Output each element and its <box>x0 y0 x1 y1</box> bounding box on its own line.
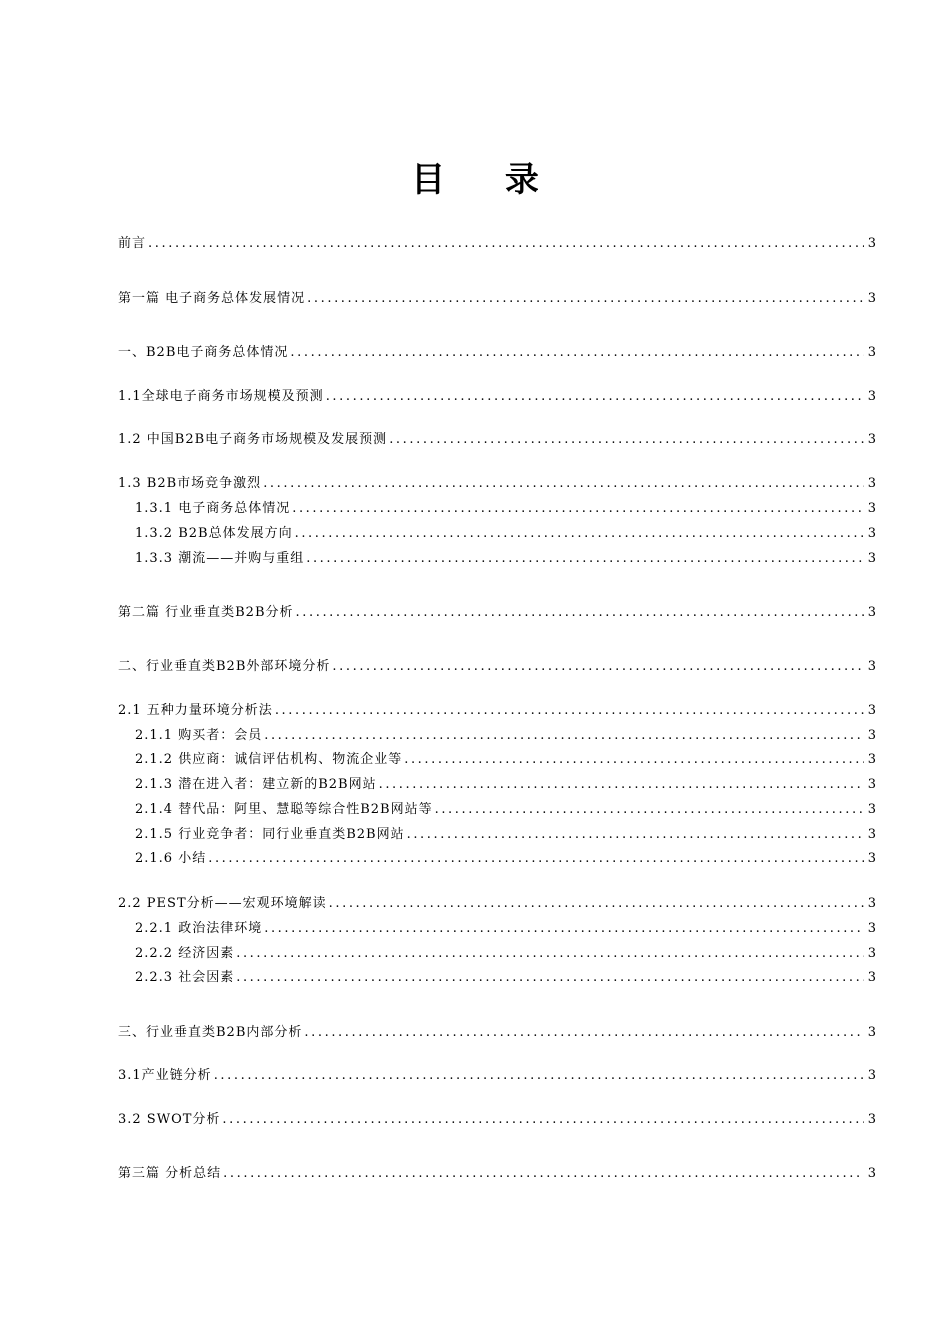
toc-entry-3-1[interactable] <box>118 1066 876 1086</box>
toc-leader-dots <box>264 726 864 746</box>
page-title: 目 录 <box>411 160 563 200</box>
toc-entry-2-2[interactable] <box>118 894 876 914</box>
toc-entry-2-1-2[interactable] <box>135 750 876 770</box>
toc-leader-dots <box>329 894 864 914</box>
toc-leader-dots <box>295 524 864 544</box>
toc-entry-label: 1.3 B2B市场竞争激烈 <box>118 476 262 491</box>
toc-entry-label: 2.1.4 替代品：阿里、慧聪等综合性B2B网站等 <box>135 802 433 817</box>
toc-entry-3-2[interactable] <box>118 1110 876 1130</box>
toc-page-number: 3 <box>867 946 876 961</box>
toc-page-number: 3 <box>867 1068 876 1083</box>
toc-entry-label: 3.2 SWOT分析 <box>118 1112 221 1127</box>
toc-page-number: 3 <box>867 389 876 404</box>
toc-entry-label: 2.1 五种力量环境分析法 <box>118 703 273 718</box>
toc-entry-label: 1.3.3 潮流——并购与重组 <box>135 551 305 566</box>
toc-entry-part-3[interactable] <box>118 1164 876 1184</box>
toc-entry-label: 2.1.2 供应商：诚信评估机构、物流企业等 <box>135 752 403 767</box>
toc-entry-label: 2.2.3 社会因素 <box>135 970 235 985</box>
toc-entry-chapter-2[interactable] <box>118 657 876 677</box>
toc-entry-2-2-2[interactable] <box>135 944 876 964</box>
toc-entry-2-1-6[interactable] <box>135 849 876 869</box>
toc-leader-dots <box>326 387 864 407</box>
toc-leader-dots <box>236 944 864 964</box>
toc-leader-dots <box>222 1110 863 1130</box>
toc-entry-label: 2.2 PEST分析——宏观环境解读 <box>118 896 327 911</box>
toc-page-number: 3 <box>867 526 876 541</box>
toc-entry-preface[interactable] <box>118 234 876 254</box>
toc-entry-2-1-5[interactable] <box>135 825 876 845</box>
toc-entry-label: 1.3.1 电子商务总体情况 <box>135 501 291 516</box>
toc-entry-label: 2.1.5 行业竞争者：同行业垂直类B2B网站 <box>135 827 405 842</box>
toc-page-number: 3 <box>867 476 876 491</box>
toc-leader-dots <box>214 1066 864 1086</box>
toc-leader-dots <box>263 474 864 494</box>
toc-entry-label: 一、B2B电子商务总体情况 <box>118 345 289 360</box>
toc-page-number: 3 <box>867 432 876 447</box>
toc-entry-chapter-3[interactable] <box>118 1023 876 1043</box>
toc-page-number: 3 <box>867 827 876 842</box>
toc-leader-dots <box>304 1023 863 1043</box>
toc-entry-label: 1.3.2 B2B总体发展方向 <box>135 526 293 541</box>
toc-page-number: 3 <box>867 501 876 516</box>
toc-entry-label: 2.1.6 小结 <box>135 851 207 866</box>
toc-entry-label: 第三篇 分析总结 <box>118 1166 222 1181</box>
toc-entry-2-2-1[interactable] <box>135 919 876 939</box>
toc-entry-1-3-1[interactable] <box>135 499 876 519</box>
toc-entry-label: 三、行业垂直类B2B内部分析 <box>118 1025 303 1040</box>
toc-page-number: 3 <box>867 659 876 674</box>
toc-entry-part-1[interactable] <box>118 289 876 309</box>
toc-leader-dots <box>404 750 864 770</box>
toc-page-number: 3 <box>867 291 876 306</box>
toc-leader-dots <box>332 657 863 677</box>
toc-entry-label: 1.2 中国B2B电子商务市场规模及发展预测 <box>118 432 388 447</box>
toc-entry-1-3-2[interactable] <box>135 524 876 544</box>
toc-page-number: 3 <box>867 703 876 718</box>
toc-page-number: 3 <box>867 1166 876 1181</box>
toc-leader-dots <box>292 499 864 519</box>
toc-leader-dots <box>208 849 864 869</box>
toc-entry-chapter-1[interactable] <box>118 343 876 363</box>
toc-entry-1-1[interactable] <box>118 387 876 407</box>
toc-entry-part-2[interactable] <box>118 603 876 623</box>
toc-entry-label: 1.1全球电子商务市场规模及预测 <box>118 389 324 404</box>
toc-page-number: 3 <box>867 236 876 251</box>
toc-leader-dots <box>435 800 864 820</box>
toc-leader-dots <box>389 430 864 450</box>
toc-entry-label: 二、行业垂直类B2B外部环境分析 <box>118 659 331 674</box>
toc-leader-dots <box>148 234 864 254</box>
toc-leader-dots <box>236 968 864 988</box>
toc-entry-1-3-3[interactable] <box>135 549 876 569</box>
toc-entry-label: 2.2.1 政治法律环境 <box>135 921 263 936</box>
toc-entry-label: 第二篇 行业垂直类B2B分析 <box>118 605 294 620</box>
toc-entry-2-1[interactable] <box>118 701 876 721</box>
toc-entry-1-3[interactable] <box>118 474 876 494</box>
toc-page-number: 3 <box>867 752 876 767</box>
toc-leader-dots <box>264 919 864 939</box>
toc-entry-label: 3.1产业链分析 <box>118 1068 212 1083</box>
toc-entry-label: 2.1.3 潜在进入者：建立新的B2B网站 <box>135 777 377 792</box>
toc-entry-label: 2.2.2 经济因素 <box>135 946 235 961</box>
toc-entry-label: 前言 <box>118 236 147 251</box>
toc-entry-1-2[interactable] <box>118 430 876 450</box>
toc-entry-2-1-3[interactable] <box>135 775 876 795</box>
toc-entry-2-1-1[interactable] <box>135 726 876 746</box>
toc-entry-2-1-4[interactable] <box>135 800 876 820</box>
toc-leader-dots <box>306 549 864 569</box>
toc-leader-dots <box>407 825 864 845</box>
toc-page-number: 3 <box>867 896 876 911</box>
toc-leader-dots <box>296 603 864 623</box>
toc-entry-label: 第一篇 电子商务总体发展情况 <box>118 291 306 306</box>
toc-page-number: 3 <box>867 970 876 985</box>
toc-page-number: 3 <box>867 345 876 360</box>
toc-page-number: 3 <box>867 777 876 792</box>
toc-page-number: 3 <box>867 1112 876 1127</box>
toc-leader-dots <box>275 701 864 721</box>
toc-leader-dots <box>307 289 864 309</box>
toc-page-number: 3 <box>867 851 876 866</box>
toc-entry-label: 2.1.1 购买者：会员 <box>135 728 263 743</box>
toc-entry-2-2-3[interactable] <box>135 968 876 988</box>
toc-leader-dots <box>290 343 863 363</box>
toc-page-number: 3 <box>867 551 876 566</box>
toc-leader-dots <box>223 1164 864 1184</box>
toc-page-number: 3 <box>867 921 876 936</box>
toc-page-number: 3 <box>867 728 876 743</box>
toc-page-number: 3 <box>867 1025 876 1040</box>
toc-page-number: 3 <box>867 802 876 817</box>
toc-leader-dots <box>379 775 864 795</box>
toc-page-number: 3 <box>867 605 876 620</box>
